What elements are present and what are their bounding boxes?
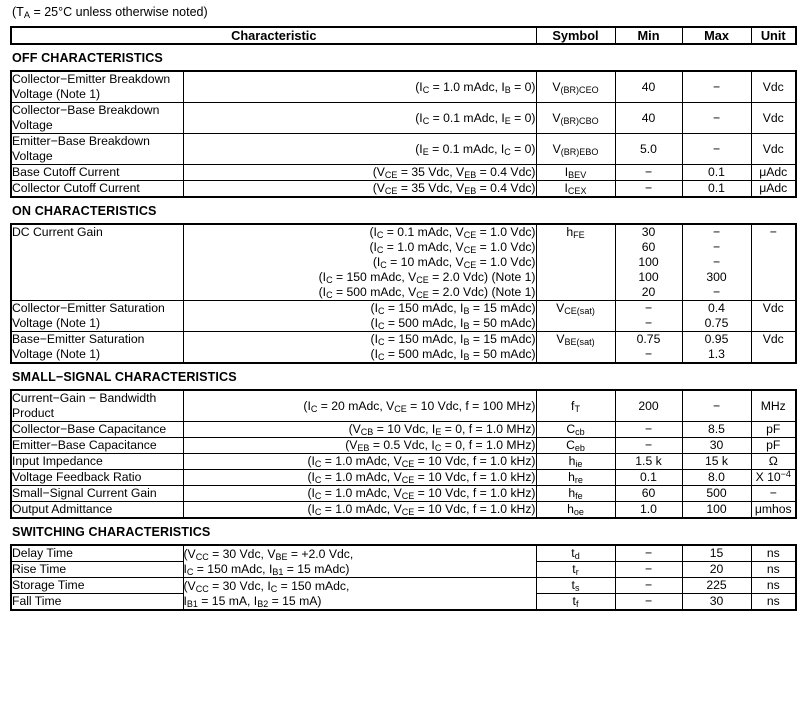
table-row	[11, 422, 796, 438]
row-symbol: $h_{fe}$	[536, 486, 615, 502]
row-max: 8.5	[682, 422, 751, 438]
row-characteristic-name: Voltage Feedback Ratio	[11, 470, 183, 486]
row-symbol: $V_{CE(sat)}$	[536, 301, 615, 332]
row-unit: −	[751, 486, 796, 502]
row-min: −	[615, 422, 682, 438]
row-symbol: $f_T$	[536, 390, 615, 422]
group-test-conditions: ($V_{CC} = 30$ Vdc, $I_C = 150$ mAdc, $I_{B1} = 15$ mA, $I_{B2} = 15$ mA)	[183, 578, 536, 611]
row-characteristic-name: Base Cutoff Current	[11, 165, 183, 181]
table-row	[11, 181, 796, 198]
section-table-on-characteristics	[10, 223, 797, 364]
row-max: 30	[682, 438, 751, 454]
row-test-condition: ($V_{EB} = 0.5$ Vdc, $I_C = 0$, f = 1.0 MHz)	[183, 438, 536, 454]
row-symbol: $t_f$	[536, 594, 615, 611]
temperature-note: ($T_A = 25^\circ C$ unless otherwise noted)	[12, 5, 208, 21]
table-row	[11, 332, 796, 364]
row-symbol: $h_{oe}$	[536, 502, 615, 519]
row-symbol: $h_{ie}$	[536, 454, 615, 470]
row-characteristic-name: Input Impedance	[11, 454, 183, 470]
row-min: −	[615, 545, 682, 562]
table-row	[11, 578, 796, 594]
row-test-conditions: ($I_C = 150$ mAdc, $I_B = 15$ mAdc) ($I_C = 500$ mAdc, $I_B = 50$ mAdc)	[183, 301, 536, 332]
row-symbol: $C_{cb}$	[536, 422, 615, 438]
row-symbol: $t_r$	[536, 562, 615, 578]
row-max: 0.1	[682, 165, 751, 181]
row-characteristic-name: Collector−Emitter Breakdown Voltage (Note 1)	[11, 71, 183, 103]
table-row	[11, 470, 796, 486]
row-unit: X $10^{-4}$	[751, 470, 796, 486]
table-row	[11, 438, 796, 454]
row-symbol: $t_s$	[536, 578, 615, 594]
table-header	[10, 26, 797, 45]
row-symbol: $h_{FE}$	[536, 224, 615, 301]
section-title-small-signal-characteristics: SMALL−SIGNAL CHARACTERISTICS	[12, 370, 237, 384]
row-min: −	[615, 594, 682, 611]
row-min: −	[615, 165, 682, 181]
column-header-max: Max	[682, 27, 751, 44]
table-row	[11, 134, 796, 165]
table-row	[11, 224, 796, 301]
row-test-condition: ($I_C = 20$ mAdc, $V_{CE} = 10$ Vdc, f = 100 MHz)	[183, 390, 536, 422]
row-min: 1.0	[615, 502, 682, 519]
row-max: 20	[682, 562, 751, 578]
row-characteristic-name: Delay Time	[11, 545, 183, 562]
column-header-characteristic: Characteristic	[11, 27, 536, 44]
row-test-conditions: ($I_C = 0.1$ mAdc, $V_{CE} = 1.0$ Vdc) ($I_C = 1.0$ mAdc, $V_{CE} = 1.0$ Vdc) ($I_C = 10$ mAdc, $V_{CE} = 1.0$ Vdc) ($I_C = 150$ mAdc, $V_{CE} = 2.0$ Vdc) (Note 1) ($I_C = 500$ mAdc, $V_{CE} = 2.0$ Vdc) (Note 1)	[183, 224, 536, 301]
row-max-values: 0.4 0.75	[682, 301, 751, 332]
column-header-min: Min	[615, 27, 682, 44]
row-unit: Vdc	[751, 103, 796, 134]
row-characteristic-name: Small−Signal Current Gain	[11, 486, 183, 502]
row-symbol: $t_d$	[536, 545, 615, 562]
row-characteristic-name: Collector−Base Capacitance	[11, 422, 183, 438]
section-title-on-characteristics: ON CHARACTERISTICS	[12, 204, 157, 218]
row-unit: μmhos	[751, 502, 796, 519]
row-symbol: $C_{eb}$	[536, 438, 615, 454]
row-characteristic-name: Fall Time	[11, 594, 183, 611]
table-row	[11, 454, 796, 470]
row-test-conditions: ($I_C = 150$ mAdc, $I_B = 15$ mAdc) ($I_C = 500$ mAdc, $I_B = 50$ mAdc)	[183, 332, 536, 364]
row-min: 200	[615, 390, 682, 422]
row-max: 15 k	[682, 454, 751, 470]
row-unit: ns	[751, 578, 796, 594]
section-table-switching-characteristics	[10, 544, 797, 611]
row-unit: ns	[751, 562, 796, 578]
row-unit: μAdc	[751, 165, 796, 181]
row-characteristic-name: Current−Gain − Bandwidth Product	[11, 390, 183, 422]
row-characteristic-name: Emitter−Base Capacitance	[11, 438, 183, 454]
row-characteristic-name: Rise Time	[11, 562, 183, 578]
row-min: 40	[615, 71, 682, 103]
row-max: 500	[682, 486, 751, 502]
table-row	[11, 390, 796, 422]
row-max: 15	[682, 545, 751, 562]
row-characteristic-name: Collector−Emitter Saturation Voltage (Note 1)	[11, 301, 183, 332]
column-header-symbol: Symbol	[536, 27, 615, 44]
row-max: 8.0	[682, 470, 751, 486]
row-unit: pF	[751, 422, 796, 438]
row-max: 0.1	[682, 181, 751, 198]
row-characteristic-name: Collector Cutoff Current	[11, 181, 183, 198]
row-min: −	[615, 562, 682, 578]
row-max: 30	[682, 594, 751, 611]
row-unit: Vdc	[751, 71, 796, 103]
row-min: 1.5 k	[615, 454, 682, 470]
row-min: −	[615, 181, 682, 198]
row-unit: Vdc	[751, 134, 796, 165]
row-symbol: $V_{(BR)EBO}$	[536, 134, 615, 165]
row-symbol: $V_{(BR)CBO}$	[536, 103, 615, 134]
row-test-condition: ($I_C = 1.0$ mAdc, $V_{CE} = 10$ Vdc, f = 1.0 kHz)	[183, 486, 536, 502]
row-characteristic-name: Base−Emitter Saturation Voltage (Note 1)	[11, 332, 183, 364]
row-symbol: $V_{(BR)CEO}$	[536, 71, 615, 103]
row-characteristic-name: DC Current Gain	[11, 224, 183, 301]
table-row	[11, 165, 796, 181]
row-test-condition: ($I_C = 0.1$ mAdc, $I_E = 0$)	[183, 103, 536, 134]
row-unit: MHz	[751, 390, 796, 422]
row-min: 60	[615, 486, 682, 502]
section-title-off-characteristics: OFF CHARACTERISTICS	[12, 51, 163, 65]
row-max: −	[682, 103, 751, 134]
section-table-off-characteristics	[10, 70, 797, 198]
row-test-condition: ($V_{CE} = 35$ Vdc, $V_{EB} = 0.4$ Vdc)	[183, 165, 536, 181]
row-test-condition: ($I_C = 1.0$ mAdc, $I_B = 0$)	[183, 71, 536, 103]
row-test-condition: ($V_{CE} = 35$ Vdc, $V_{EB} = 0.4$ Vdc)	[183, 181, 536, 198]
row-unit: Vdc	[751, 301, 796, 332]
row-unit: ns	[751, 545, 796, 562]
row-max-values: − − − 300 −	[682, 224, 751, 301]
row-unit: Vdc	[751, 332, 796, 364]
row-min: 40	[615, 103, 682, 134]
row-min: 5.0	[615, 134, 682, 165]
row-characteristic-name: Emitter−Base Breakdown Voltage	[11, 134, 183, 165]
row-unit: pF	[751, 438, 796, 454]
row-test-condition: ($I_E = 0.1$ mAdc, $I_C = 0$)	[183, 134, 536, 165]
row-characteristic-name: Output Admittance	[11, 502, 183, 519]
row-min-values: − −	[615, 301, 682, 332]
row-symbol: $V_{BE(sat)}$	[536, 332, 615, 364]
row-min-values: 30 60 100 100 20	[615, 224, 682, 301]
row-unit: −	[751, 224, 796, 301]
row-unit: Ω	[751, 454, 796, 470]
row-test-condition: ($I_C = 1.0$ mAdc, $V_{CE} = 10$ Vdc, f = 1.0 kHz)	[183, 470, 536, 486]
row-max: 225	[682, 578, 751, 594]
table-row	[11, 71, 796, 103]
row-characteristic-name: Storage Time	[11, 578, 183, 594]
row-max: −	[682, 134, 751, 165]
group-test-conditions: ($V_{CC} = 30$ Vdc, $V_{BE} = +2.0$ Vdc, $I_C = 150$ mAdc, $I_{B1} = 15$ mAdc)	[183, 545, 536, 578]
table-row	[11, 486, 796, 502]
table-row	[11, 502, 796, 519]
column-header-unit: Unit	[751, 27, 796, 44]
row-min: −	[615, 578, 682, 594]
section-table-small-signal-characteristics	[10, 389, 797, 519]
table-row	[11, 545, 796, 562]
row-characteristic-name: Collector−Base Breakdown Voltage	[11, 103, 183, 134]
row-symbol: $I_{BEV}$	[536, 165, 615, 181]
row-symbol: $h_{re}$	[536, 470, 615, 486]
row-unit: ns	[751, 594, 796, 611]
row-test-condition: ($V_{CB} = 10$ Vdc, $I_E = 0$, f = 1.0 MHz)	[183, 422, 536, 438]
row-symbol: $I_{CEX}$	[536, 181, 615, 198]
table-row	[11, 103, 796, 134]
table-row	[11, 301, 796, 332]
row-min: 0.1	[615, 470, 682, 486]
row-min-values: 0.75 −	[615, 332, 682, 364]
row-max: −	[682, 390, 751, 422]
row-unit: μAdc	[751, 181, 796, 198]
row-min: −	[615, 438, 682, 454]
table-header-row	[11, 27, 796, 44]
row-test-condition: ($I_C = 1.0$ mAdc, $V_{CE} = 10$ Vdc, f = 1.0 kHz)	[183, 502, 536, 519]
row-test-condition: ($I_C = 1.0$ mAdc, $V_{CE} = 10$ Vdc, f = 1.0 kHz)	[183, 454, 536, 470]
section-title-switching-characteristics: SWITCHING CHARACTERISTICS	[12, 525, 211, 539]
row-max: −	[682, 71, 751, 103]
row-max-values: 0.95 1.3	[682, 332, 751, 364]
row-max: 100	[682, 502, 751, 519]
